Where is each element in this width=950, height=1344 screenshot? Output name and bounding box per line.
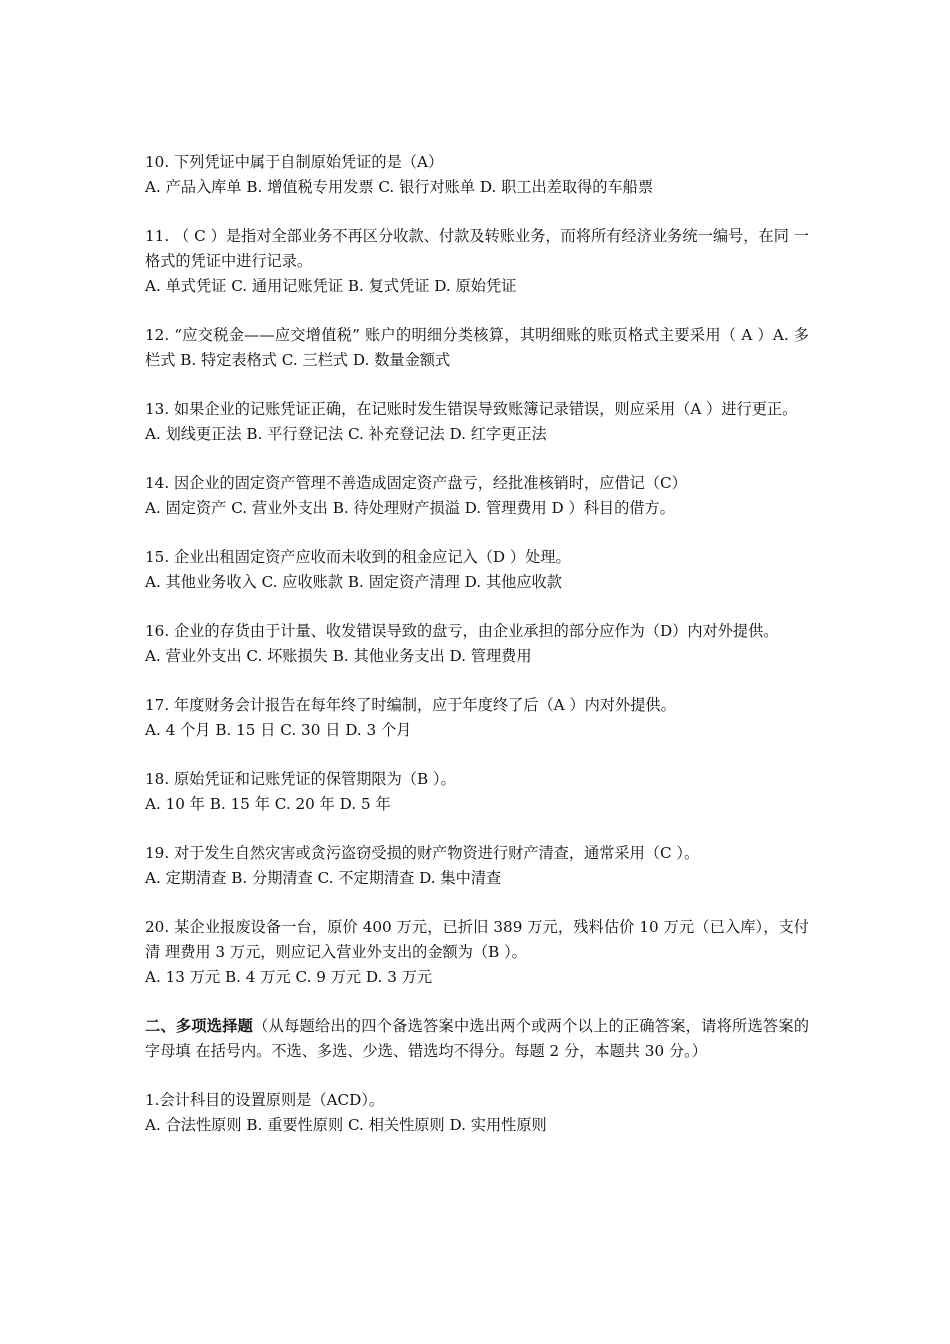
question-19 — [145, 841, 809, 891]
question-stem: 10. 下列凭证中属于自制原始凭证的是（A） — [145, 153, 444, 171]
question-stem: 19. 对于发生自然灾害或贪污盗窃受损的财产物资进行财产清查，通常采用（C ）。 — [145, 844, 700, 862]
question-options: A. 产品入库单 B. 增值税专用发票 C. 银行对账单 D. 职工出差取得的车船票 — [145, 178, 654, 196]
question-20 — [145, 915, 809, 990]
question-options: A. 划线更正法 B. 平行登记法 C. 补充登记法 D. 红字更正法 — [145, 425, 547, 443]
section-title: 二、多项选择题 — [145, 1017, 254, 1035]
question-options: A. 定期清查 B. 分期清查 C. 不定期清查 D. 集中清查 — [145, 869, 502, 887]
question-stem: 12. “应交税金——应交增值税” 账户的明细分类核算，其明细账的账页格式主要采用（ A ）A. 多栏式 B. 特定表格式 C. 三栏式 D. 数量金额式 — [145, 326, 809, 369]
multi-question-1 — [145, 1088, 809, 1138]
question-stem: 14. 因企业的固定资产管理不善造成固定资产盘亏，经批准核销时，应借记（C） — [145, 474, 687, 492]
question-13 — [145, 397, 809, 447]
question-options: A. 4 个月 B. 15 日 C. 30 日 D. 3 个月 — [145, 721, 412, 739]
question-stem: 17. 年度财务会计报告在每年终了时编制，应于年度终了后（A ）内对外提供。 — [145, 696, 676, 714]
question-options: A. 其他业务收入 C. 应收账款 B. 固定资产清理 D. 其他应收款 — [145, 573, 562, 591]
question-options: A. 10 年 B. 15 年 C. 20 年 D. 5 年 — [145, 795, 391, 813]
document-body — [145, 150, 809, 1162]
question-options: A. 固定资产 C. 营业外支出 B. 待处理财产损溢 D. 管理费用 D ）科目的借方。 — [145, 499, 675, 517]
question-stem: 13. 如果企业的记账凭证正确，在记账时发生错误导致账簿记录错误，则应采用（A ）进行更正。 — [145, 400, 798, 418]
question-options: A. 13 万元 B. 4 万元 C. 9 万元 D. 3 万元 — [145, 968, 433, 986]
question-14 — [145, 471, 809, 521]
question-stem: 15. 企业出租固定资产应收而未收到的租金应记入（D ）处理。 — [145, 548, 571, 566]
question-15 — [145, 545, 809, 595]
question-17 — [145, 693, 809, 743]
question-options: A. 单式凭证 C. 通用记账凭证 B. 复式凭证 D. 原始凭证 — [145, 277, 517, 295]
question-10 — [145, 150, 809, 200]
section-heading-text — [145, 1014, 809, 1064]
question-options: A. 合法性原则 B. 重要性原则 C. 相关性原则 D. 实用性原则 — [145, 1116, 547, 1134]
question-11 — [145, 224, 809, 299]
question-stem: 1.会计科目的设置原则是（ACD）。 — [145, 1091, 385, 1109]
question-stem: 16. 企业的存货由于计量、收发错误导致的盘亏，由企业承担的部分应作为（D）内对外提供。 — [145, 622, 779, 640]
section-instructions: （从每题给出的四个备选答案中选出两个或两个以上的正确答案，请将所选答案的字母填 在括号内。不选、多选、少选、错选均不得分。每题 2 分，本题共 30 分。） — [145, 1017, 810, 1060]
question-stem: 11. （ C ）是指对全部业务不再区分收款、付款及转账业务，而将所有经济业务统一编号，在同 一格式的凭证中进行记录。 — [145, 227, 809, 270]
question-18 — [145, 767, 809, 817]
question-16 — [145, 619, 809, 669]
question-stem: 20. 某企业报废设备一台，原价 400 万元，已折旧 389 万元，残料估价 10 万元（已入库），支付清 理费用 3 万元，则应记入营业外支出的金额为（B ）。 — [145, 918, 809, 961]
question-stem: 18. 原始凭证和记账凭证的保管期限为（B ）。 — [145, 770, 456, 788]
section-heading — [145, 1014, 809, 1064]
question-options: A. 营业外支出 C. 坏账损失 B. 其他业务支出 D. 管理费用 — [145, 647, 532, 665]
question-12 — [145, 323, 809, 373]
